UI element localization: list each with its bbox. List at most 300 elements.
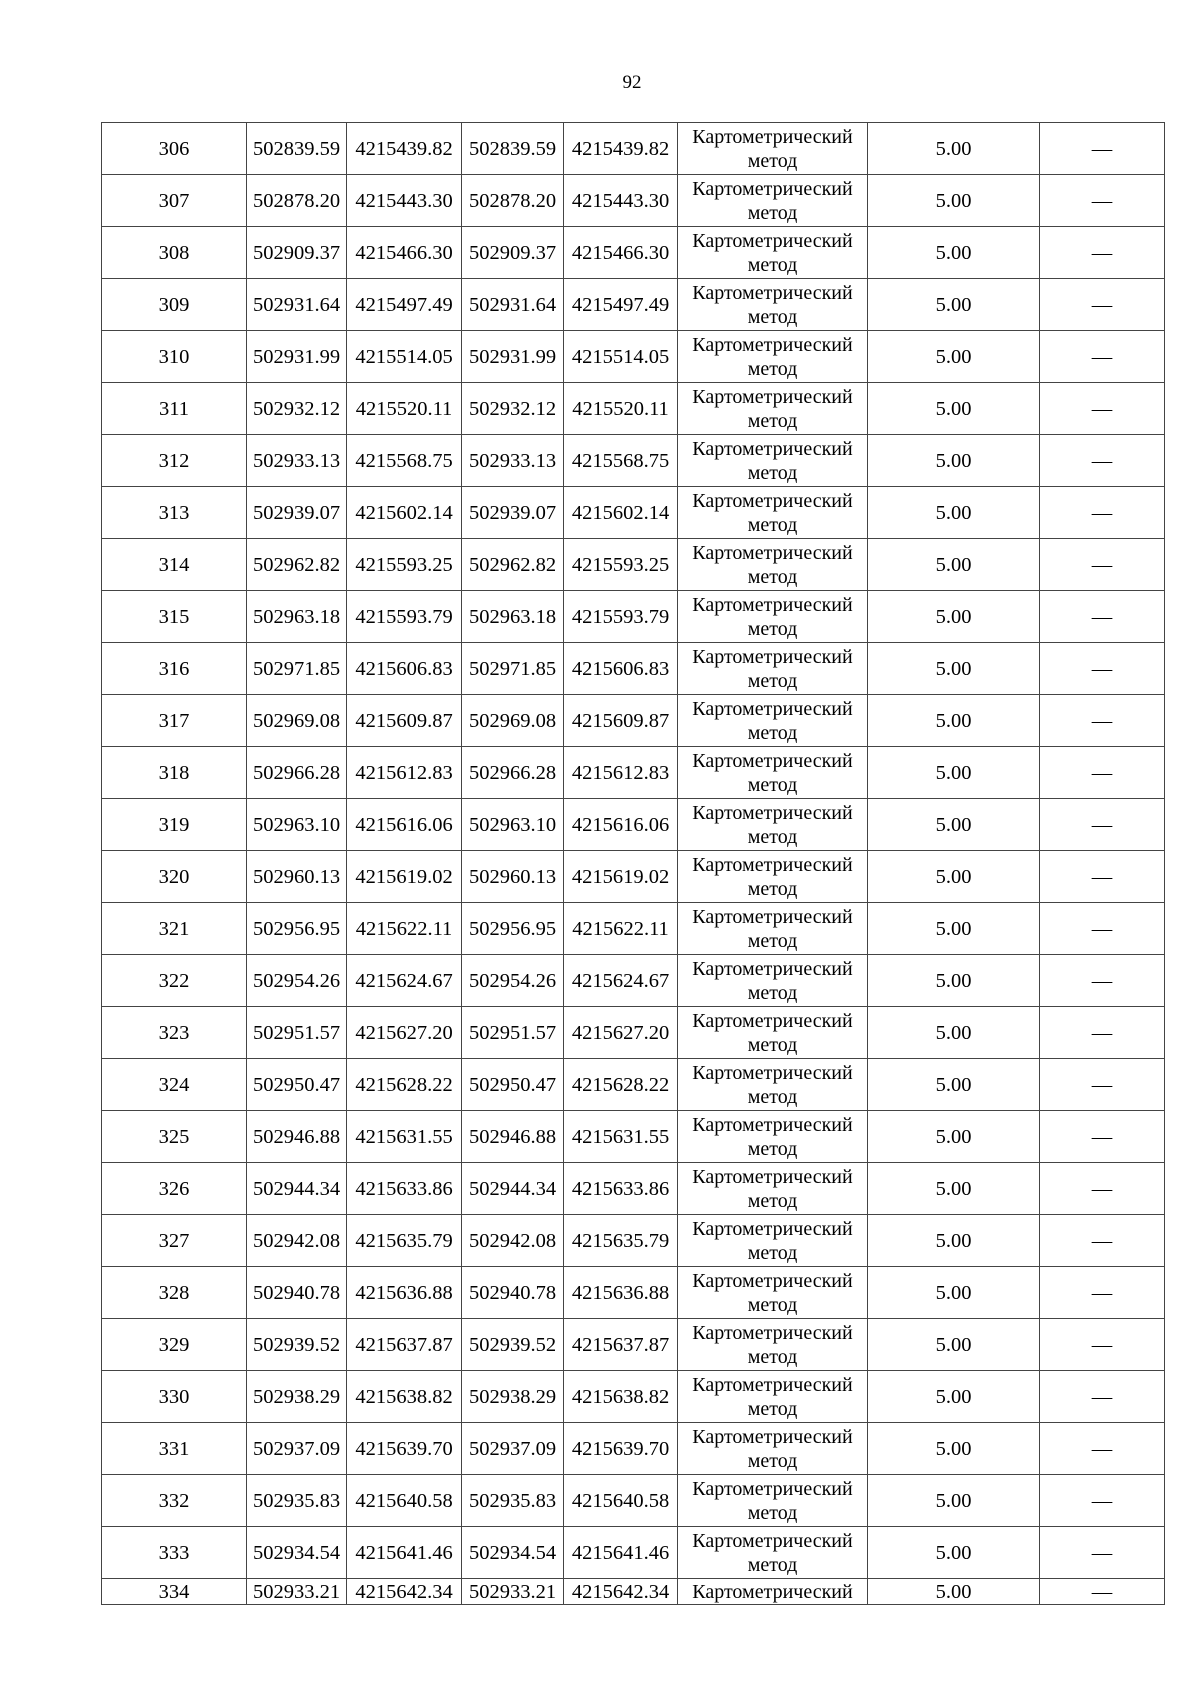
x-new-cell: 502931.99	[462, 331, 564, 383]
method-line-1: Картометрический	[692, 697, 853, 720]
note-cell: —	[1040, 1527, 1165, 1579]
note-cell: —	[1040, 851, 1165, 903]
x-new-cell: 502934.54	[462, 1527, 564, 1579]
y-new-cell: 4215609.87	[564, 695, 678, 747]
y-new-cell: 4215619.02	[564, 851, 678, 903]
table-row	[102, 227, 1165, 279]
x-existing-cell: 502938.29	[247, 1371, 347, 1423]
point-number-cell: 328	[102, 1267, 247, 1319]
note-cell: —	[1040, 331, 1165, 383]
note-cell: —	[1040, 695, 1165, 747]
y-existing-cell: 4215622.11	[347, 903, 462, 955]
y-existing-cell: 4215602.14	[347, 487, 462, 539]
table-row	[102, 123, 1165, 175]
x-existing-cell: 502963.10	[247, 799, 347, 851]
accuracy-cell: 5.00	[868, 123, 1040, 175]
method-line-2: метод	[747, 669, 798, 692]
method-line-1: Картометрический	[692, 1217, 853, 1240]
point-number-cell: 313	[102, 487, 247, 539]
method-cell	[678, 1579, 868, 1605]
point-number-cell: 315	[102, 591, 247, 643]
x-new-cell: 502966.28	[462, 747, 564, 799]
accuracy-cell: 5.00	[868, 1579, 1040, 1605]
table-row	[102, 1059, 1165, 1111]
y-existing-cell: 4215631.55	[347, 1111, 462, 1163]
x-new-cell: 502932.12	[462, 383, 564, 435]
accuracy-cell: 5.00	[868, 487, 1040, 539]
table-row	[102, 1475, 1165, 1527]
x-existing-cell: 502956.95	[247, 903, 347, 955]
point-number-cell: 308	[102, 227, 247, 279]
table-row	[102, 1163, 1165, 1215]
table-row	[102, 331, 1165, 383]
method-cell	[678, 1527, 868, 1579]
note-cell: —	[1040, 747, 1165, 799]
y-new-cell: 4215642.34	[564, 1579, 678, 1605]
table-row	[102, 175, 1165, 227]
method-cell	[678, 123, 868, 175]
page-number: 92	[622, 72, 642, 93]
y-existing-cell: 4215497.49	[347, 279, 462, 331]
x-new-cell: 502960.13	[462, 851, 564, 903]
table-row	[102, 487, 1165, 539]
y-new-cell: 4215612.83	[564, 747, 678, 799]
point-number-cell: 317	[102, 695, 247, 747]
y-existing-cell: 4215638.82	[347, 1371, 462, 1423]
method-line-2: метод	[747, 617, 798, 640]
method-cell	[678, 435, 868, 487]
x-existing-cell: 502946.88	[247, 1111, 347, 1163]
accuracy-cell: 5.00	[868, 799, 1040, 851]
x-new-cell: 502878.20	[462, 175, 564, 227]
y-new-cell: 4215635.79	[564, 1215, 678, 1267]
method-line-1: Картометрический	[692, 853, 853, 876]
point-number-cell: 312	[102, 435, 247, 487]
x-new-cell: 502931.64	[462, 279, 564, 331]
accuracy-cell: 5.00	[868, 1111, 1040, 1163]
method-cell	[678, 331, 868, 383]
accuracy-cell: 5.00	[868, 1527, 1040, 1579]
x-existing-cell: 502839.59	[247, 123, 347, 175]
method-line-1: Картометрический	[692, 1529, 853, 1552]
method-cell	[678, 1163, 868, 1215]
y-new-cell: 4215622.11	[564, 903, 678, 955]
x-existing-cell: 502933.13	[247, 435, 347, 487]
x-existing-cell: 502931.64	[247, 279, 347, 331]
x-new-cell: 502969.08	[462, 695, 564, 747]
method-cell	[678, 643, 868, 695]
x-new-cell: 502963.10	[462, 799, 564, 851]
table-row	[102, 383, 1165, 435]
y-new-cell: 4215640.58	[564, 1475, 678, 1527]
y-new-cell: 4215637.87	[564, 1319, 678, 1371]
point-number-cell: 318	[102, 747, 247, 799]
point-number-cell: 323	[102, 1007, 247, 1059]
table-row	[102, 1371, 1165, 1423]
table-row	[102, 1267, 1165, 1319]
accuracy-cell: 5.00	[868, 591, 1040, 643]
method-cell	[678, 227, 868, 279]
accuracy-cell: 5.00	[868, 383, 1040, 435]
method-line-1: Картометрический	[692, 1477, 853, 1500]
method-line-2: метод	[747, 1449, 798, 1472]
point-number-cell: 310	[102, 331, 247, 383]
table-row	[102, 435, 1165, 487]
x-existing-cell: 502962.82	[247, 539, 347, 591]
method-line-1: Картометрический	[692, 1165, 853, 1188]
accuracy-cell: 5.00	[868, 1475, 1040, 1527]
x-existing-cell: 502939.52	[247, 1319, 347, 1371]
method-line-2: метод	[747, 721, 798, 744]
y-new-cell: 4215628.22	[564, 1059, 678, 1111]
method-line-2: метод	[747, 1553, 798, 1576]
note-cell: —	[1040, 175, 1165, 227]
x-new-cell: 502944.34	[462, 1163, 564, 1215]
method-cell	[678, 539, 868, 591]
table-row	[102, 643, 1165, 695]
y-new-cell: 4215593.25	[564, 539, 678, 591]
note-cell: —	[1040, 1163, 1165, 1215]
method-line-1: Картометрический	[692, 541, 853, 564]
x-new-cell: 502971.85	[462, 643, 564, 695]
point-number-cell: 327	[102, 1215, 247, 1267]
y-existing-cell: 4215593.25	[347, 539, 462, 591]
x-existing-cell: 502933.21	[247, 1579, 347, 1605]
accuracy-cell: 5.00	[868, 175, 1040, 227]
accuracy-cell: 5.00	[868, 955, 1040, 1007]
x-existing-cell: 502944.34	[247, 1163, 347, 1215]
method-line-2: метод	[747, 825, 798, 848]
y-new-cell: 4215631.55	[564, 1111, 678, 1163]
x-existing-cell: 502932.12	[247, 383, 347, 435]
method-cell	[678, 1319, 868, 1371]
x-new-cell: 502950.47	[462, 1059, 564, 1111]
point-number-cell: 326	[102, 1163, 247, 1215]
accuracy-cell: 5.00	[868, 227, 1040, 279]
y-new-cell: 4215616.06	[564, 799, 678, 851]
method-line-1: Картометрический	[692, 489, 853, 512]
table-row	[102, 799, 1165, 851]
method-line-2: метод	[747, 981, 798, 1004]
table-row	[102, 1527, 1165, 1579]
y-new-cell: 4215466.30	[564, 227, 678, 279]
method-line-1: Картометрический	[692, 1321, 853, 1344]
y-existing-cell: 4215633.86	[347, 1163, 462, 1215]
method-line-1: Картометрический	[692, 281, 853, 304]
note-cell: —	[1040, 1007, 1165, 1059]
method-line-1: Картометрический	[692, 1061, 853, 1084]
method-line-2: метод	[747, 513, 798, 536]
note-cell: —	[1040, 1267, 1165, 1319]
accuracy-cell: 5.00	[868, 1007, 1040, 1059]
method-cell	[678, 955, 868, 1007]
method-cell	[678, 175, 868, 227]
note-cell: —	[1040, 1423, 1165, 1475]
x-existing-cell: 502934.54	[247, 1527, 347, 1579]
y-existing-cell: 4215636.88	[347, 1267, 462, 1319]
method-cell	[678, 1059, 868, 1111]
table-row	[102, 1423, 1165, 1475]
table-body	[102, 123, 1165, 1605]
point-number-cell: 321	[102, 903, 247, 955]
table-row	[102, 1215, 1165, 1267]
note-cell: —	[1040, 487, 1165, 539]
y-existing-cell: 4215624.67	[347, 955, 462, 1007]
point-number-cell: 334	[102, 1579, 247, 1605]
x-new-cell: 502963.18	[462, 591, 564, 643]
y-existing-cell: 4215619.02	[347, 851, 462, 903]
method-line-1: Картометрический	[692, 1425, 853, 1448]
x-existing-cell: 502937.09	[247, 1423, 347, 1475]
table-row	[102, 695, 1165, 747]
method-line-2: метод	[747, 409, 798, 432]
x-existing-cell: 502963.18	[247, 591, 347, 643]
x-existing-cell: 502969.08	[247, 695, 347, 747]
point-number-cell: 306	[102, 123, 247, 175]
point-number-cell: 325	[102, 1111, 247, 1163]
point-number-cell: 311	[102, 383, 247, 435]
x-existing-cell: 502951.57	[247, 1007, 347, 1059]
method-line-2: метод	[747, 1189, 798, 1212]
method-line-2: метод	[747, 877, 798, 900]
x-existing-cell: 502939.07	[247, 487, 347, 539]
note-cell: —	[1040, 227, 1165, 279]
x-existing-cell: 502878.20	[247, 175, 347, 227]
y-new-cell: 4215514.05	[564, 331, 678, 383]
y-existing-cell: 4215641.46	[347, 1527, 462, 1579]
y-existing-cell: 4215520.11	[347, 383, 462, 435]
x-existing-cell: 502909.37	[247, 227, 347, 279]
accuracy-cell: 5.00	[868, 1319, 1040, 1371]
y-existing-cell: 4215637.87	[347, 1319, 462, 1371]
y-existing-cell: 4215642.34	[347, 1579, 462, 1605]
point-number-cell: 316	[102, 643, 247, 695]
method-cell	[678, 695, 868, 747]
note-cell: —	[1040, 1319, 1165, 1371]
y-new-cell: 4215602.14	[564, 487, 678, 539]
method-line-1: Картометрический	[692, 437, 853, 460]
method-line-1: Картометрический	[692, 801, 853, 824]
point-number-cell: 329	[102, 1319, 247, 1371]
accuracy-cell: 5.00	[868, 1371, 1040, 1423]
accuracy-cell: 5.00	[868, 747, 1040, 799]
table-row	[102, 747, 1165, 799]
method-line-2: метод	[747, 1345, 798, 1368]
y-new-cell: 4215568.75	[564, 435, 678, 487]
method-line-2: метод	[747, 929, 798, 952]
method-line-1: Картометрический	[692, 125, 853, 148]
method-cell	[678, 1007, 868, 1059]
x-existing-cell: 502931.99	[247, 331, 347, 383]
x-new-cell: 502938.29	[462, 1371, 564, 1423]
method-cell	[678, 1267, 868, 1319]
x-new-cell: 502933.21	[462, 1579, 564, 1605]
y-existing-cell: 4215606.83	[347, 643, 462, 695]
x-existing-cell: 502940.78	[247, 1267, 347, 1319]
point-number-cell: 330	[102, 1371, 247, 1423]
method-line-2: метод	[747, 1501, 798, 1524]
y-existing-cell: 4215568.75	[347, 435, 462, 487]
method-line-2: метод	[747, 305, 798, 328]
y-existing-cell: 4215627.20	[347, 1007, 462, 1059]
point-number-cell: 320	[102, 851, 247, 903]
y-new-cell: 4215636.88	[564, 1267, 678, 1319]
table-row	[102, 955, 1165, 1007]
note-cell: —	[1040, 435, 1165, 487]
point-number-cell: 322	[102, 955, 247, 1007]
accuracy-cell: 5.00	[868, 1163, 1040, 1215]
x-existing-cell: 502954.26	[247, 955, 347, 1007]
y-existing-cell: 4215612.83	[347, 747, 462, 799]
method-line-1: Картометрический	[692, 1009, 853, 1032]
x-new-cell: 502962.82	[462, 539, 564, 591]
method-line-1: Картометрический	[692, 1269, 853, 1292]
method-line-2: метод	[747, 1293, 798, 1316]
note-cell: —	[1040, 591, 1165, 643]
table-row	[102, 851, 1165, 903]
point-number-cell: 307	[102, 175, 247, 227]
y-new-cell: 4215520.11	[564, 383, 678, 435]
point-number-cell: 319	[102, 799, 247, 851]
note-cell: —	[1040, 1215, 1165, 1267]
method-cell	[678, 1475, 868, 1527]
x-new-cell: 502951.57	[462, 1007, 564, 1059]
accuracy-cell: 5.00	[868, 331, 1040, 383]
y-existing-cell: 4215609.87	[347, 695, 462, 747]
point-number-cell: 314	[102, 539, 247, 591]
method-line-2: метод	[747, 565, 798, 588]
accuracy-cell: 5.00	[868, 1423, 1040, 1475]
accuracy-cell: 5.00	[868, 539, 1040, 591]
x-new-cell: 502954.26	[462, 955, 564, 1007]
y-new-cell: 4215638.82	[564, 1371, 678, 1423]
x-existing-cell: 502950.47	[247, 1059, 347, 1111]
y-new-cell: 4215633.86	[564, 1163, 678, 1215]
point-number-cell: 309	[102, 279, 247, 331]
method-line-1: Картометрический	[692, 1113, 853, 1136]
y-new-cell: 4215641.46	[564, 1527, 678, 1579]
method-line-1: Картометрический	[692, 1373, 853, 1396]
x-new-cell: 502909.37	[462, 227, 564, 279]
y-new-cell: 4215497.49	[564, 279, 678, 331]
y-existing-cell: 4215635.79	[347, 1215, 462, 1267]
note-cell: —	[1040, 955, 1165, 1007]
note-cell: —	[1040, 539, 1165, 591]
table-row	[102, 1007, 1165, 1059]
coordinates-table	[101, 122, 1165, 1605]
y-existing-cell: 4215439.82	[347, 123, 462, 175]
method-line-2: метод	[747, 1397, 798, 1420]
method-cell	[678, 799, 868, 851]
table-row	[102, 1579, 1165, 1605]
accuracy-cell: 5.00	[868, 279, 1040, 331]
accuracy-cell: 5.00	[868, 435, 1040, 487]
method-cell	[678, 1111, 868, 1163]
method-line-2: метод	[747, 1033, 798, 1056]
y-existing-cell: 4215514.05	[347, 331, 462, 383]
method-line-2: метод	[747, 149, 798, 172]
x-new-cell: 502937.09	[462, 1423, 564, 1475]
method-line-2: метод	[747, 201, 798, 224]
table-row	[102, 1111, 1165, 1163]
method-cell	[678, 903, 868, 955]
method-cell	[678, 1215, 868, 1267]
method-line-2: метод	[747, 773, 798, 796]
note-cell: —	[1040, 799, 1165, 851]
y-new-cell: 4215606.83	[564, 643, 678, 695]
accuracy-cell: 5.00	[868, 1267, 1040, 1319]
y-existing-cell: 4215628.22	[347, 1059, 462, 1111]
y-new-cell: 4215439.82	[564, 123, 678, 175]
method-line-1: Картометрический	[692, 385, 853, 408]
method-line-2: метод	[747, 1085, 798, 1108]
method-line-1: Картометрический	[692, 593, 853, 616]
method-line-1: Картометрический	[692, 749, 853, 772]
note-cell: —	[1040, 643, 1165, 695]
note-cell: —	[1040, 123, 1165, 175]
x-new-cell: 502946.88	[462, 1111, 564, 1163]
accuracy-cell: 5.00	[868, 1059, 1040, 1111]
method-line-2: метод	[747, 1241, 798, 1264]
method-cell	[678, 279, 868, 331]
method-line-1: Картометрический	[692, 645, 853, 668]
table-row	[102, 903, 1165, 955]
method-cell	[678, 851, 868, 903]
x-existing-cell: 502966.28	[247, 747, 347, 799]
note-cell: —	[1040, 1371, 1165, 1423]
x-existing-cell: 502942.08	[247, 1215, 347, 1267]
accuracy-cell: 5.00	[868, 851, 1040, 903]
y-new-cell: 4215443.30	[564, 175, 678, 227]
x-new-cell: 502935.83	[462, 1475, 564, 1527]
y-new-cell: 4215639.70	[564, 1423, 678, 1475]
table-row	[102, 279, 1165, 331]
table-row	[102, 539, 1165, 591]
method-line-1: Картометрический	[692, 333, 853, 356]
point-number-cell: 333	[102, 1527, 247, 1579]
note-cell: —	[1040, 1579, 1165, 1605]
x-new-cell: 502933.13	[462, 435, 564, 487]
note-cell: —	[1040, 383, 1165, 435]
method-line-1: Картометрический	[692, 957, 853, 980]
note-cell: —	[1040, 1059, 1165, 1111]
table-row	[102, 1319, 1165, 1371]
point-number-cell: 324	[102, 1059, 247, 1111]
method-line-1: Картометрический	[692, 177, 853, 200]
y-existing-cell: 4215593.79	[347, 591, 462, 643]
x-new-cell: 502939.52	[462, 1319, 564, 1371]
x-existing-cell: 502960.13	[247, 851, 347, 903]
note-cell: —	[1040, 1111, 1165, 1163]
y-existing-cell: 4215443.30	[347, 175, 462, 227]
method-line-2: метод	[747, 461, 798, 484]
note-cell: —	[1040, 903, 1165, 955]
method-line-1: Картометрический	[692, 905, 853, 928]
method-cell	[678, 591, 868, 643]
point-number-cell: 332	[102, 1475, 247, 1527]
x-existing-cell: 502971.85	[247, 643, 347, 695]
y-new-cell: 4215593.79	[564, 591, 678, 643]
method-cell	[678, 487, 868, 539]
x-new-cell: 502942.08	[462, 1215, 564, 1267]
method-line-2: метод	[747, 357, 798, 380]
x-existing-cell: 502935.83	[247, 1475, 347, 1527]
note-cell: —	[1040, 1475, 1165, 1527]
y-existing-cell: 4215616.06	[347, 799, 462, 851]
table-row	[102, 591, 1165, 643]
y-new-cell: 4215627.20	[564, 1007, 678, 1059]
y-new-cell: 4215624.67	[564, 955, 678, 1007]
